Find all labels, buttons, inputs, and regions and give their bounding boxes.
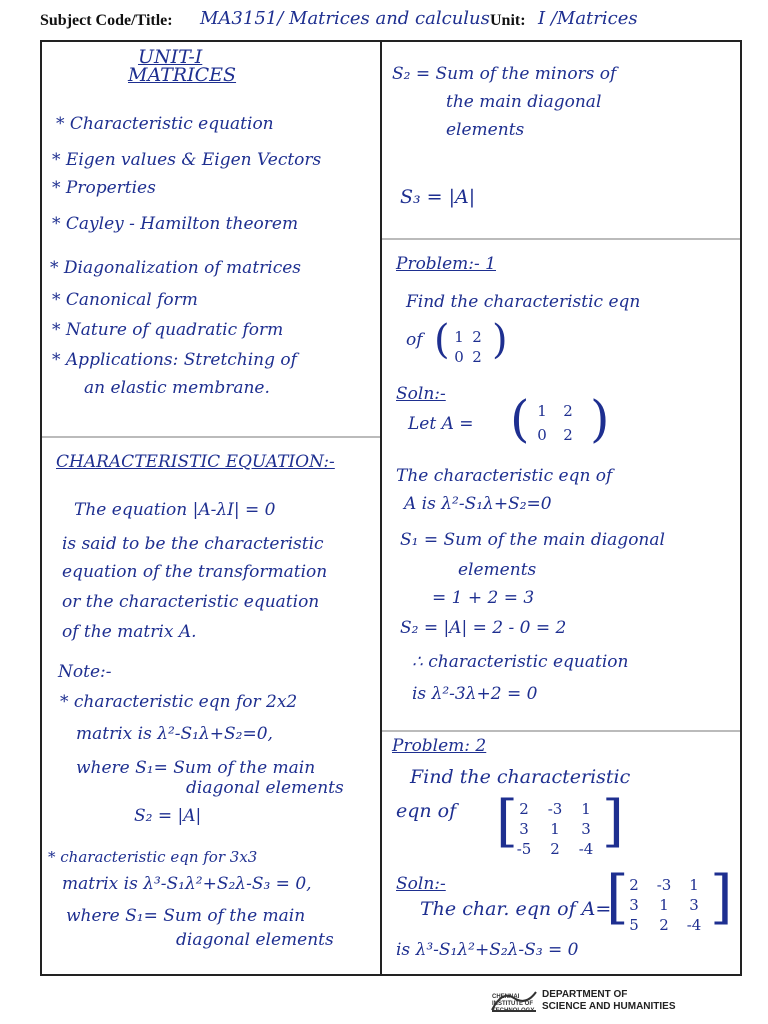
matrix-right-paren: ) [590, 390, 610, 448]
problem1-line: ∴ characteristic equation [412, 652, 629, 672]
char-eq-line: The equation |A-λI| = 0 [74, 500, 276, 520]
note-label: Note:- [58, 662, 112, 682]
matrix-cell: 3 [689, 896, 699, 914]
char-eq-heading: CHARACTERISTIC EQUATION:- [56, 452, 335, 472]
left-section-divider [42, 436, 380, 438]
matrix-cell: -5 [516, 840, 532, 858]
matrix-cell: 2 [563, 402, 573, 420]
department-label [542, 989, 676, 1013]
matrix-cell: 1 [659, 896, 669, 914]
matrix-cell: 5 [629, 916, 639, 934]
char-eq-line: of the matrix A. [62, 622, 197, 642]
problem2-line: The char. eqn of A= [420, 898, 612, 920]
subject-label: Subject Code/Title: [40, 12, 173, 29]
s2-line: the main diagonal [446, 92, 602, 112]
problem2-prompt: Find the characteristic [410, 766, 631, 788]
s3-line: S₃ = |A| [400, 186, 476, 208]
topic-item: * Applications: Stretching of [52, 350, 297, 370]
problem1-line: = 1 + 2 = 3 [432, 588, 535, 608]
note-line: * characteristic eqn for 3x3 [48, 848, 258, 866]
problem1-title: Problem:- 1 [396, 254, 496, 274]
matrix-cell: 3 [581, 820, 591, 838]
matrix-cell: 1 [550, 820, 560, 838]
matrix-left-paren: ( [434, 317, 450, 363]
problem1-line: is λ²-3λ+2 = 0 [412, 684, 538, 704]
note-line: matrix is λ³-S₁λ²+S₂λ-S₃ = 0, [62, 874, 312, 894]
problem2-soln-matrix [620, 876, 708, 934]
matrix-cell: -3 [547, 800, 563, 818]
matrix-cell: -4 [578, 840, 594, 858]
problem1-line: The characteristic eqn of [396, 466, 613, 486]
right-section-divider-2 [382, 730, 740, 732]
s2-line: S₂ = Sum of the minors of [392, 64, 617, 84]
note-line: S₂ = |A| [134, 806, 202, 826]
matrix-cell: -3 [656, 876, 672, 894]
s2-line: elements [446, 120, 525, 140]
char-eq-line: or the characteristic equation [62, 592, 320, 612]
matrix-cell: 2 [659, 916, 669, 934]
topic-item: * Cayley - Hamilton theorem [52, 214, 299, 234]
problem1-let-matrix [530, 402, 582, 444]
topic-item: * Properties [52, 178, 156, 198]
problem2-line: is λ³-S₁λ²+S₂λ-S₃ = 0 [396, 940, 579, 960]
matrix-cell: 2 [629, 876, 639, 894]
matrix-cell: 2 [550, 840, 560, 858]
problem1-line: elements [458, 560, 537, 580]
problem1-prompt-of: of [406, 330, 423, 350]
matrix-left-bracket: [ [496, 789, 518, 854]
problem2-matrix [510, 800, 600, 858]
problem1-line: S₂ = |A| = 2 - 0 = 2 [400, 618, 567, 638]
department-line: SCIENCE AND HUMANITIES [542, 1001, 676, 1012]
matrix-cell: 2 [472, 348, 482, 366]
unit-label: Unit: [490, 12, 526, 29]
note-line: * characteristic eqn for 2x2 [60, 692, 298, 712]
matrix-right-bracket: ] [710, 863, 733, 931]
matrix-cell: 2 [519, 800, 529, 818]
problem2-prompt: eqn of [396, 800, 457, 822]
matrix-cell: 1 [537, 402, 547, 420]
matrix-right-bracket: ] [602, 789, 624, 854]
topic-item: * Characteristic equation [56, 114, 274, 134]
matrix-cell: 0 [454, 348, 464, 366]
matrix-cell: 1 [689, 876, 699, 894]
matrix-cell: 2 [472, 328, 482, 346]
page-header [40, 6, 750, 36]
matrix-cell: 1 [454, 328, 464, 346]
column-divider [380, 40, 382, 976]
department-line: DEPARTMENT OF [542, 989, 628, 1000]
problem2-title: Problem: 2 [392, 736, 487, 756]
problem1-line: S₁ = Sum of the main diagonal [400, 530, 665, 550]
note-line: where S₁= Sum of the main [66, 906, 306, 926]
matrix-cell: 1 [581, 800, 591, 818]
matrix-left-paren: ( [510, 390, 530, 448]
note-line: diagonal elements [176, 930, 334, 950]
matrix-cell: 2 [563, 426, 573, 444]
problem1-line: A is λ²-S₁λ+S₂=0 [404, 494, 552, 514]
note-line: where S₁= Sum of the main [76, 758, 316, 778]
char-eq-line: is said to be the characteristic [62, 534, 324, 554]
logo-mark-text: CHENNAI INSTITUTE OF TECHNOLOGY [492, 994, 535, 1014]
subject-value: MA3151/ Matrices and calculus [200, 8, 490, 29]
topic-item: * Nature of quadratic form [52, 320, 284, 340]
topic-item: * Diagonalization of matrices [50, 258, 302, 278]
matrix-cell: 3 [629, 896, 639, 914]
unit-subtitle: MATRICES [128, 64, 237, 86]
matrix-cell: 3 [519, 820, 529, 838]
topic-item: * Eigen values & Eigen Vectors [52, 150, 322, 170]
problem1-let: Let A = [408, 414, 474, 434]
matrix-cell: 0 [537, 426, 547, 444]
institute-logo-icon [490, 988, 538, 1014]
matrix-cell: -4 [686, 916, 702, 934]
matrix-left-bracket: [ [606, 863, 629, 931]
unit-value: I /Matrices [538, 8, 638, 29]
problem1-soln-label: Soln:- [396, 384, 446, 404]
problem1-prompt: Find the characteristic eqn [406, 292, 641, 312]
problem1-matrix [450, 328, 486, 366]
right-section-divider-1 [382, 238, 740, 240]
matrix-right-paren: ) [492, 317, 508, 363]
unit-title: UNIT-I [138, 46, 203, 68]
note-line: diagonal elements [186, 778, 344, 798]
footer-logo [490, 986, 710, 1018]
topic-item: * Canonical form [52, 290, 198, 310]
note-line: matrix is λ²-S₁λ+S₂=0, [76, 724, 273, 744]
problem2-soln-label: Soln:- [396, 874, 446, 894]
char-eq-line: equation of the transformation [62, 562, 328, 582]
topic-item: an elastic membrane. [84, 378, 270, 398]
